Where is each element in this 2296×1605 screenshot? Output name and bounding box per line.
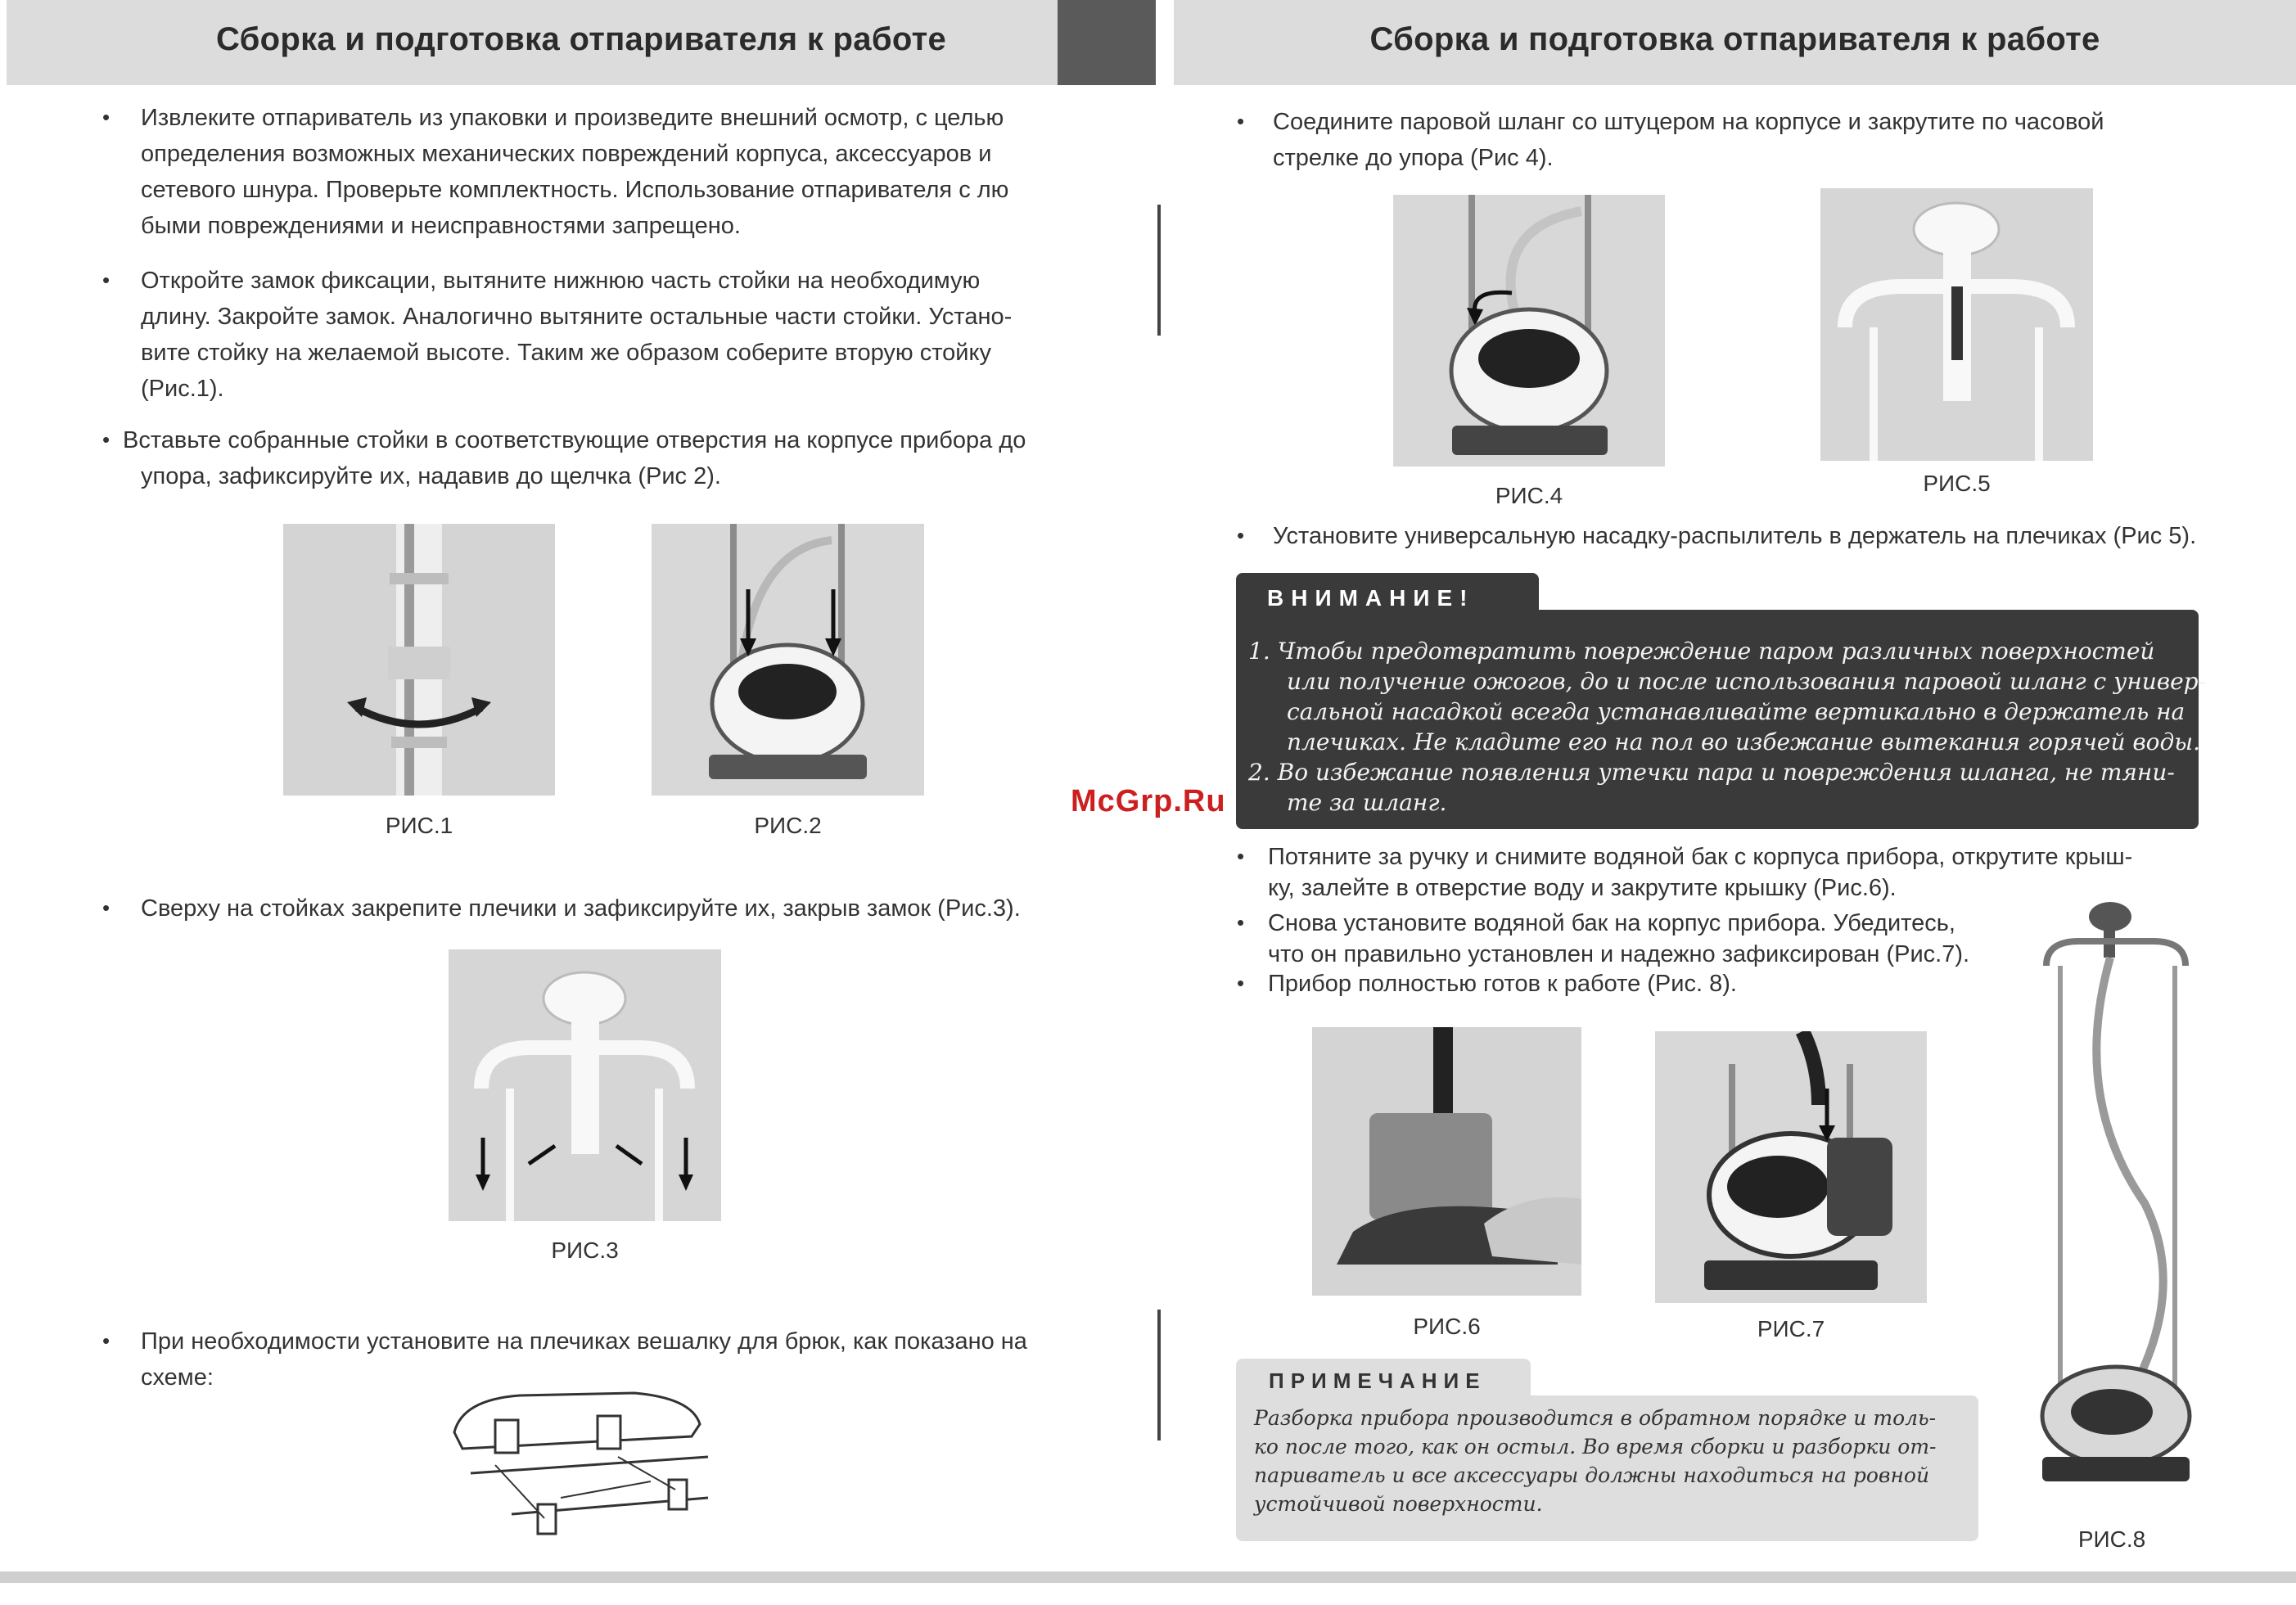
bullet-symbol: •	[102, 105, 111, 129]
bullet-symbol: •	[1237, 844, 1245, 868]
bullet-symbol: •	[102, 895, 111, 920]
binding-mark	[1157, 205, 1161, 336]
figure-2-caption: РИС.2	[754, 813, 822, 838]
left-bullet-3: Вставьте собранные стойки в соответствующие отверстия на корпусе прибора до упора, зафиксируйте их, надавив до щелчка (Рис 2).	[123, 427, 1026, 489]
left-bullet-2: Откройте замок фиксации, вытяните нижнюю часть стойки на необходимую длину. Закройте замок. Аналогично вытяните остальные части стойки. Устано- вите стойку на желаемой высоте. Таким же образом соберите вторую стойку (Рис.1).	[141, 268, 1013, 402]
left-bullet-5: При необходимости установите на плечиках вешалку для брюк, как показано на схеме:	[141, 1328, 1027, 1391]
figure-7-image	[1655, 1031, 1927, 1303]
right-bullet-1: Соедините паровой шланг со штуцером на корпусе и закрутите по часовой стрелке до упора (Рис 4).	[1273, 109, 2104, 171]
figure-5-caption: РИС.5	[1923, 471, 1991, 496]
warning-line-1: 1. Чтобы предотвратить повреждение паром различных поверхностей	[1248, 638, 2155, 665]
figure-7-caption: РИС.7	[1757, 1316, 1825, 1341]
binding-mark	[1157, 1310, 1161, 1440]
warning-line-5: 2. Во избежание появления утечки пара и повреждения шланга, не тяни-	[1248, 759, 2175, 786]
right-bullet-3: Потяните за ручку и снимите водяной бак с корпуса прибора, открутите крыш- ку, залейте в отверстие воду и закрутите крышку (Рис.6).	[1268, 844, 2133, 901]
figure-6-image	[1312, 1027, 1581, 1296]
figure-1-caption: РИС.1	[385, 813, 453, 838]
bullet-symbol: •	[1237, 910, 1245, 935]
right-page-header	[1174, 0, 2296, 85]
left-bullet-1: Извлеките отпариватель из упаковки и произведите внешний осмотр, с целью определения возможных механических повреждений корпуса, аксессуаров и сетевого шнура. Проверьте комплектность. Использование отпаривателя с лю быми повреждениями и неисправностями запрещено.	[141, 105, 1009, 239]
figure-4-image	[1393, 195, 1665, 467]
bullet-symbol: •	[102, 1328, 111, 1353]
left-bullet-4: Сверху на стойках закрепите плечики и зафиксируйте их, закрыв замок (Рис.3).	[141, 895, 1021, 922]
figure-5-image	[1820, 188, 2093, 461]
figure-8-caption: РИС.8	[2077, 1526, 2146, 1552]
warning-title: ВНИМАНИЕ!	[1267, 585, 1475, 611]
bullet-symbol: •	[1237, 523, 1245, 548]
left-page-header	[7, 0, 1156, 85]
figure-1-image	[283, 524, 555, 796]
warning-line-2: или получение ожогов, до и после использования паровой шланг с универ-	[1287, 668, 2207, 695]
right-bullet-4: Снова установите водяной бак на корпус прибора. Убедитесь, что он правильно установлен и надежно зафиксирован (Рис.7).	[1268, 910, 1970, 967]
right-bullet-2: Установите универсальную насадку-распылитель в держатель на плечиках (Рис 5).	[1273, 523, 2197, 549]
figure-6-caption: РИС.6	[1413, 1314, 1481, 1339]
bullet-symbol: •	[102, 427, 111, 452]
bullet-symbol: •	[102, 268, 111, 292]
right-page-title: Сборка и подготовка отпаривателя к работе	[1369, 21, 2100, 57]
figure-8-image	[2022, 892, 2210, 1502]
bullet-symbol: •	[1237, 971, 1245, 995]
left-page-title: Сборка и подготовка отпаривателя к работе	[215, 21, 947, 57]
footer-line	[0, 1571, 2296, 1583]
right-bullet-5: Прибор полностью готов к работе (Рис. 8).	[1268, 971, 1737, 997]
figure-4-caption: РИС.4	[1495, 483, 1563, 508]
warning-line-4: плечиках. Не кладите его на пол во избежание вытекания горячей воды.	[1287, 728, 2200, 755]
figure-3-image	[449, 949, 721, 1221]
figure-2-image	[652, 524, 924, 796]
note-title: ПРИМЕЧАНИЕ	[1269, 1368, 1486, 1393]
bullet-symbol: •	[1237, 109, 1245, 133]
trouser-hanger-diagram	[446, 1375, 716, 1543]
figure-3-caption: РИС.3	[551, 1238, 619, 1263]
warning-line-6: те за шланг.	[1287, 789, 1447, 816]
watermark: McGrp.Ru	[1071, 784, 1226, 818]
note-text: Разборка прибора производится в обратном порядке и толь- ко после того, как он остыл. Во время сборки и разборки от- париватель и все аксессуары должны находиться на ровной устойчивой поверхности.	[1254, 1406, 1937, 1516]
warning-line-3: сальной насадкой всегда устанавливайте вертикально в держатель на	[1287, 698, 2185, 725]
